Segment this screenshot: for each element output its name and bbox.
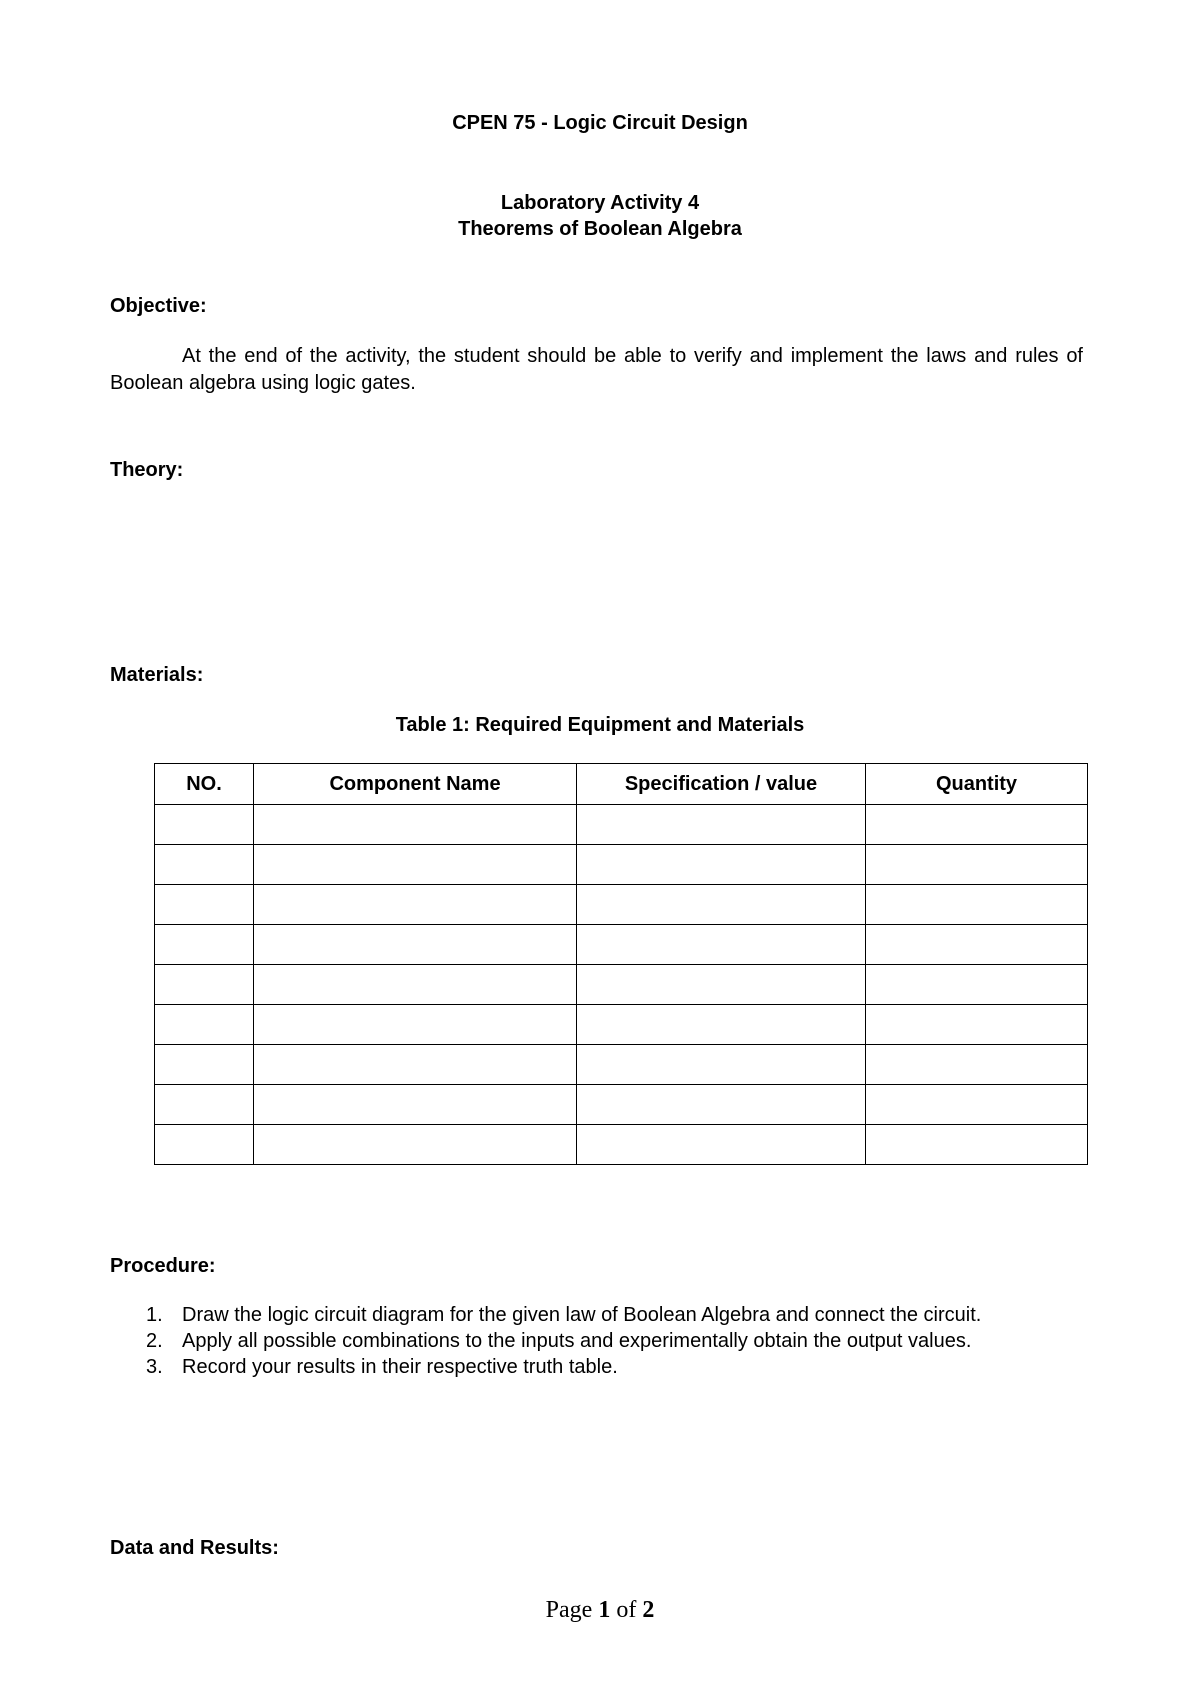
activity-number: Laboratory Activity 4 [500,192,700,214]
step-number: 1. [146,1304,163,1326]
procedure-list [110,1302,981,1380]
of-word: of [616,1597,637,1623]
cell-quantity [866,1005,1088,1045]
cell-component-name [254,1125,577,1165]
cell-specification [577,925,866,965]
cell-quantity [866,1045,1088,1085]
table-row [155,805,1088,845]
page-word: Page [545,1597,593,1623]
cell-component-name [254,885,577,925]
cell-no [155,845,254,885]
cell-quantity [866,1125,1088,1165]
objective-heading: Objective: [110,295,207,317]
column-header-quantity: Quantity [866,764,1088,805]
cell-quantity [866,925,1088,965]
total-page-count: 2 [642,1597,655,1623]
table-row [155,885,1088,925]
cell-no [155,805,254,845]
cell-component-name [254,1085,577,1125]
step-text: Draw the logic circuit diagram for the given law of Boolean Algebra and connect the circuit. [182,1304,982,1326]
cell-no [155,1125,254,1165]
cell-component-name [254,1045,577,1085]
step-number: 3. [146,1356,163,1378]
cell-no [155,925,254,965]
data-results-heading: Data and Results: [110,1537,279,1559]
procedure-step [110,1302,981,1328]
cell-component-name [254,805,577,845]
cell-component-name [254,925,577,965]
cell-specification [577,1005,866,1045]
table-row [155,965,1088,1005]
cell-no [155,885,254,925]
cell-quantity [866,885,1088,925]
current-page-number: 1 [598,1597,611,1623]
table-row [155,1045,1088,1085]
objective-text: At the end of the activity, the student should be able to verify and implement the laws and rules of Boolean algebra using logic gates. [110,345,1083,394]
table-header-row [155,764,1088,805]
table-row [155,1125,1088,1165]
procedure-step [110,1328,981,1354]
table-row [155,1085,1088,1125]
table-row [155,1005,1088,1045]
column-header-no: NO. [155,764,254,805]
cell-quantity [866,805,1088,845]
cell-no [155,1045,254,1085]
cell-no [155,1085,254,1125]
column-header-specification: Specification / value [577,764,866,805]
cell-specification [577,845,866,885]
cell-quantity [866,965,1088,1005]
procedure-heading: Procedure: [110,1255,216,1277]
materials-heading: Materials: [110,664,204,686]
cell-specification [577,805,866,845]
cell-specification [577,965,866,1005]
table-row [155,845,1088,885]
cell-specification [577,1125,866,1165]
course-title: CPEN 75 - Logic Circuit Design [452,112,748,134]
materials-table [154,763,1088,1165]
cell-component-name [254,1005,577,1045]
step-text: Record your results in their respective truth table. [182,1356,618,1378]
step-text: Apply all possible combinations to the inputs and experimentally obtain the output values. [182,1330,972,1352]
table-row [155,925,1088,965]
procedure-step [110,1354,981,1380]
materials-table-body [155,805,1088,1165]
cell-specification [577,885,866,925]
cell-specification [577,1085,866,1125]
table-caption: Table 1: Required Equipment and Materials [395,714,805,736]
column-header-component-name: Component Name [254,764,577,805]
cell-quantity [866,1085,1088,1125]
cell-no [155,965,254,1005]
page-number-footer [0,1596,1200,1624]
cell-quantity [866,845,1088,885]
step-number: 2. [146,1330,163,1352]
activity-title: Theorems of Boolean Algebra [458,218,742,240]
cell-component-name [254,845,577,885]
cell-component-name [254,965,577,1005]
theory-heading: Theory: [110,459,184,481]
cell-no [155,1005,254,1045]
cell-specification [577,1045,866,1085]
